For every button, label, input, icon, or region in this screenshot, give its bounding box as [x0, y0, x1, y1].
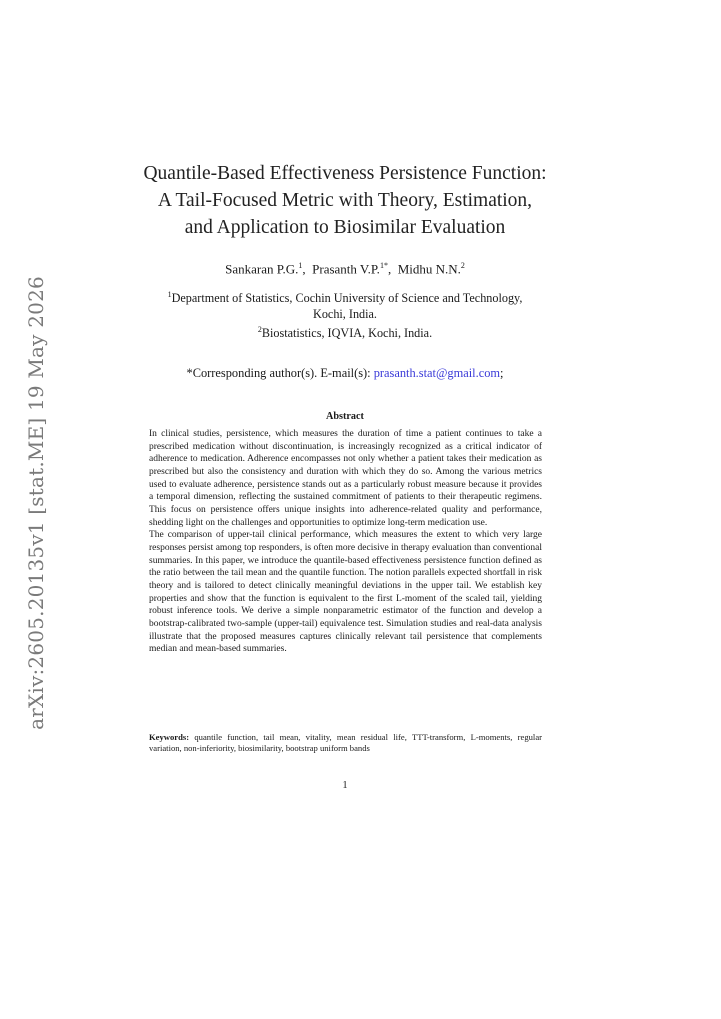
affiliation-text: Department of Statistics, Cochin University of Science and Technology,	[171, 291, 523, 306]
affiliation-text: Biostatistics, IQVIA, Kochi, India.	[261, 326, 433, 341]
author-name: Sankaran P.G.	[225, 261, 299, 277]
abstract-body	[149, 428, 542, 656]
affiliation-1-line-2: Kochi, India.	[313, 306, 377, 321]
affiliation-2	[110, 322, 580, 342]
abstract-paragraph-2: The comparison of upper-tail clinical performance, which measures the extent to which very large responses persist among top responders, is often more decisive in therapy evaluation than conventional summaries. In this paper, we introduce the quantile-based effectiveness persistence function defined as the ratio between the tail mean and the quantile function. The notion parallels expected shortfall in risk theory and is tailored to detect clinically meaningful deviations in the upper tail. We establish key properties and show that the function is equivalent to the first L-moment of the scaled tail, yielding robust inference tools. We derive a simple nonparametric estimator of the function and develop a bootstrap-calibrated two-sample (upper-tail) equivalence test. Simulation studies and real-data analysis illustrate that the proposed measures captures clinically relevant tail persistence that complements median and mean-based summaries.	[149, 530, 542, 655]
author-name: Midhu N.N.	[397, 261, 461, 277]
keywords-text: quantile function, tail mean, vitality, mean residual life, TTT-transform, L-moments, regular variation, non-inferiority, biosimilarity, bootstrap uniform bands	[149, 732, 542, 753]
author-affil-mark: 1*	[379, 261, 388, 270]
affil-mark: 2	[257, 325, 262, 335]
keywords	[149, 732, 542, 753]
abstract-paragraph-1: In clinical studies, persistence, which measures the duration of time a patient continues to take a prescribed medication without discontinuation, is increasingly recognized as a critical indicator of adherence to medication. Adherence encompasses not only whether a patient takes their medication as prescribed but also the consistency and duration with which they do so. Among the various metrics used to evaluate adherence, persistence stands out as a particularly robust measure because it provides a temporal dimension, reflecting the sustained commitment of patients to their therapeutic regimens. This focus on persistence offers unique insights into adherence-related quality and performance, shedding light on the challenges and opportunities to optimize long-term medication use.	[149, 429, 542, 528]
abstract-heading: Abstract	[326, 411, 364, 422]
affiliations	[110, 287, 580, 342]
author-affil-mark: 1	[298, 261, 303, 270]
author-list: Sankaran P.G.$^1$, Prasanth V.P.$^{1*}$, Midhu N.N.$^2$	[225, 261, 465, 277]
corresponding-suffix: ;	[500, 366, 504, 380]
email-link[interactable]: prasanth.stat@gmail.com	[373, 366, 501, 380]
author-affil-mark: 2	[460, 261, 465, 270]
corresponding-author	[110, 366, 580, 381]
affil-mark: 1	[167, 290, 172, 299]
title-line-2: A Tail-Focused Metric with Theory, Estimation,	[157, 190, 533, 211]
affiliation-1-line-1	[110, 287, 580, 307]
author-name: Prasanth V.P.	[312, 261, 380, 277]
title-line-1: Quantile-Based Effectiveness Persistence Function:	[143, 163, 547, 184]
page-number: 1	[342, 780, 348, 791]
paper-title	[110, 160, 580, 241]
corresponding-prefix: *Corresponding author(s). E-mail(s):	[186, 366, 374, 380]
keywords-label: Keywords:	[149, 732, 190, 742]
arxiv-side-identifier	[16, 276, 56, 730]
arxiv-id-text: arXiv:2605.20135v1 [stat.ME] 19 May 2026	[24, 276, 48, 730]
title-line-3: and Application to Biosimilar Evaluation	[184, 217, 506, 238]
